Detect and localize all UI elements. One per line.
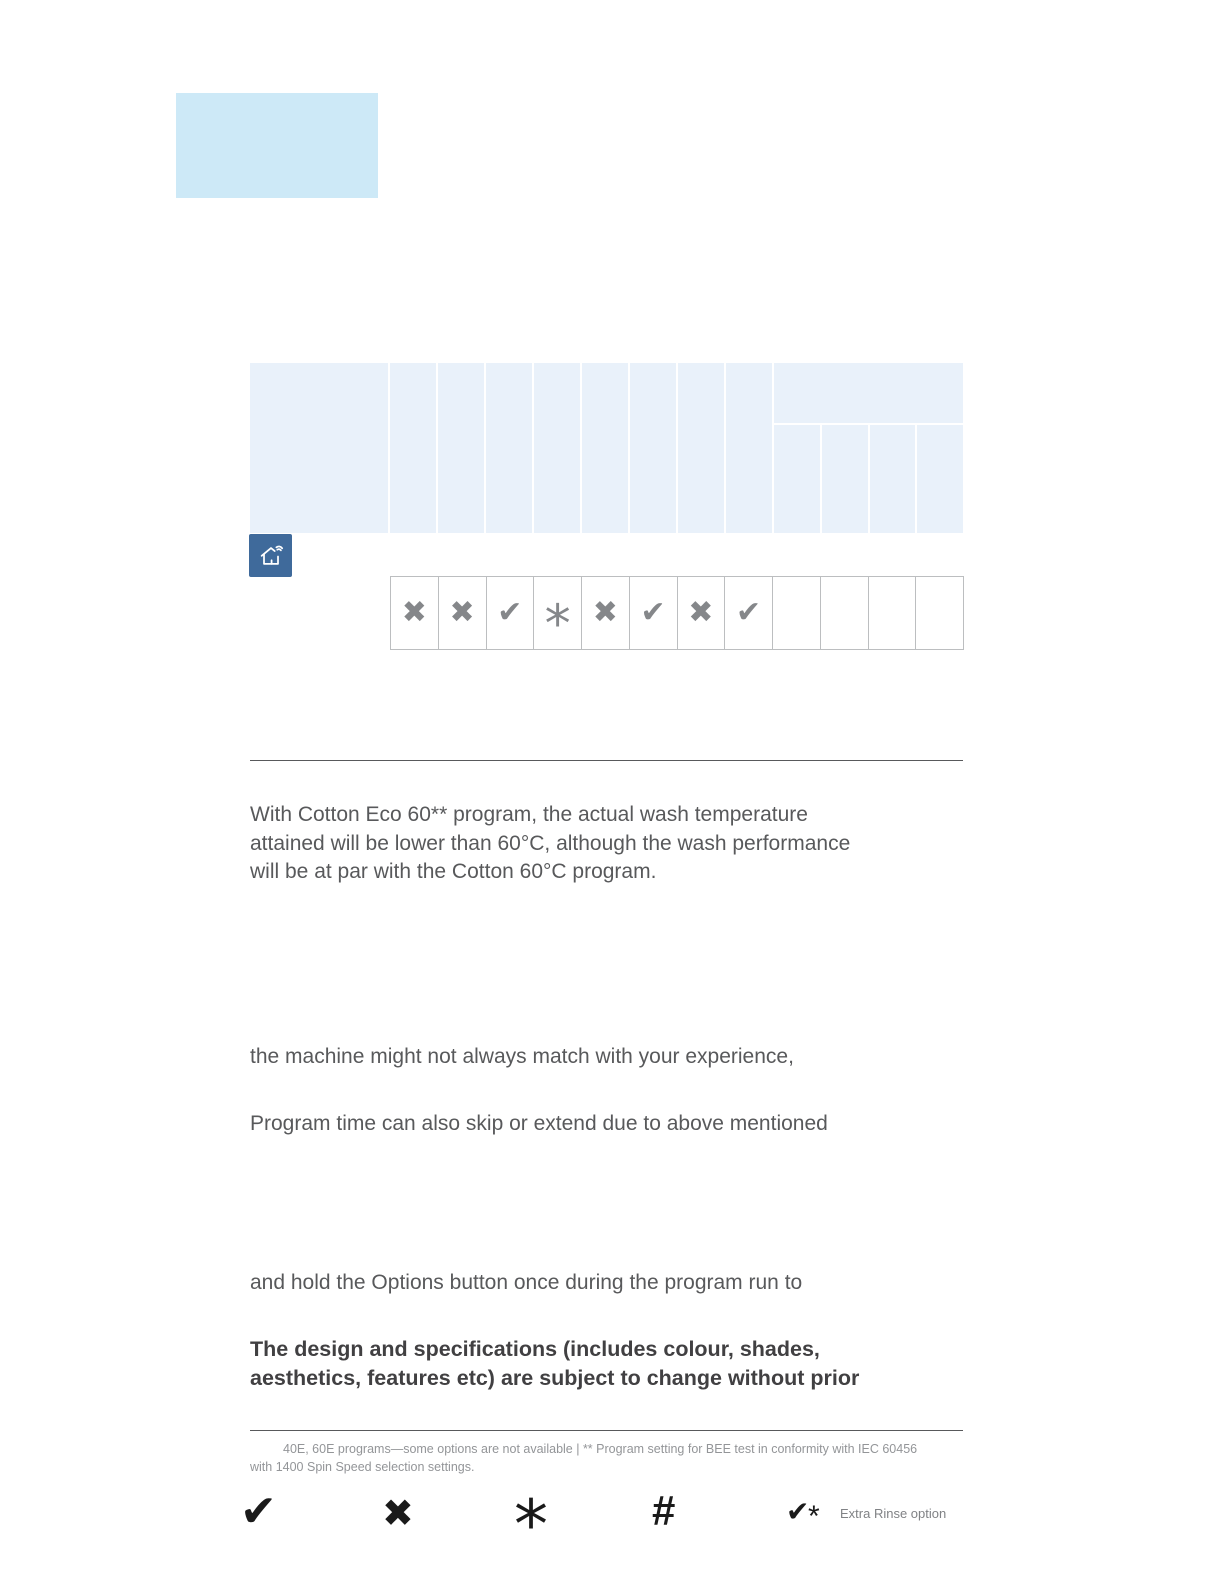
asterisk-icon: * — [544, 594, 571, 655]
text-line: will be at par with the Cotton 60°C program. — [250, 860, 657, 883]
cross-icon: ✖ — [401, 595, 427, 630]
table-cell — [534, 363, 580, 533]
cross-icon: ✖ — [449, 595, 475, 630]
smart-home-icon — [249, 534, 292, 577]
check-icon: ✔ — [240, 1486, 277, 1537]
text-line: The design and specifications (includes colour, shades, — [250, 1337, 820, 1361]
table-cell — [438, 363, 484, 533]
symbol-cell — [773, 577, 821, 649]
symbol-cell — [534, 577, 582, 655]
cross-icon: ✖ — [382, 1491, 414, 1535]
asterisk-icon: * — [808, 1500, 820, 1533]
table-cell — [774, 425, 820, 533]
note-options-hold: and hold the Options button once during the program run to — [250, 1271, 803, 1294]
table-cell — [250, 363, 388, 533]
table-cell — [486, 363, 532, 533]
symbol-cell — [391, 577, 439, 649]
table-cell — [822, 425, 868, 533]
symbol-cell — [678, 577, 726, 649]
text-line: aesthetics, features etc) are subject to change without prior — [250, 1366, 860, 1390]
check-asterisk-icon — [786, 1495, 830, 1533]
check-icon: ✔ — [640, 595, 666, 630]
symbol-cell — [821, 577, 869, 649]
symbol-cell — [869, 577, 917, 649]
table-cell — [917, 425, 963, 533]
table-cell — [726, 363, 772, 533]
text-line: With Cotton Eco 60** program, the actual wash temperature — [250, 803, 808, 826]
cross-icon: ✖ — [688, 595, 714, 630]
footnote — [250, 1440, 963, 1476]
text-line: attained will be lower than 60°C, although the wash performance — [250, 831, 851, 855]
symbol-cell — [487, 577, 535, 649]
footnote-line: with 1400 Spin Speed selection settings. — [250, 1460, 475, 1474]
table-cell — [582, 363, 628, 533]
symbol-cell — [439, 577, 487, 649]
table-cell — [630, 363, 676, 533]
symbol-cell — [725, 577, 773, 649]
divider — [250, 1430, 963, 1431]
table-cell — [774, 363, 963, 423]
table-cell — [678, 363, 724, 533]
check-icon: ✔ — [497, 595, 523, 630]
check-icon: ✔ — [736, 595, 762, 630]
home-wifi-glyph — [257, 542, 285, 570]
program-options-table — [250, 363, 963, 533]
note-design-specs — [250, 1335, 859, 1393]
table-cell — [390, 363, 436, 533]
symbol-cell — [630, 577, 678, 649]
extra-rinse-label: Extra Rinse option — [840, 1506, 947, 1521]
table-cell — [870, 425, 916, 533]
cross-icon: ✖ — [592, 595, 618, 630]
note-program-time: Program time can also skip or extend due to above mentioned — [250, 1112, 828, 1135]
symbol-cell — [582, 577, 630, 649]
divider — [250, 760, 963, 761]
hash-icon: # — [652, 1487, 676, 1534]
table-subcolumns — [774, 425, 963, 533]
header-accent-block — [176, 93, 378, 198]
symbol-cell — [916, 577, 963, 649]
asterisk-icon: * — [514, 1486, 548, 1565]
note-experience: the machine might not always match with your experience, — [250, 1045, 794, 1068]
footnote-line: 40E, 60E programs—some options are not available | ** Program setting for BEE test in conformity with IEC 60456 — [283, 1442, 918, 1456]
symbol-row — [390, 576, 964, 655]
extra-rinse-legend-item — [786, 1495, 947, 1533]
note-cotton-eco — [250, 801, 850, 887]
table-right-group — [774, 363, 963, 533]
check-icon: ✔ — [786, 1495, 810, 1528]
